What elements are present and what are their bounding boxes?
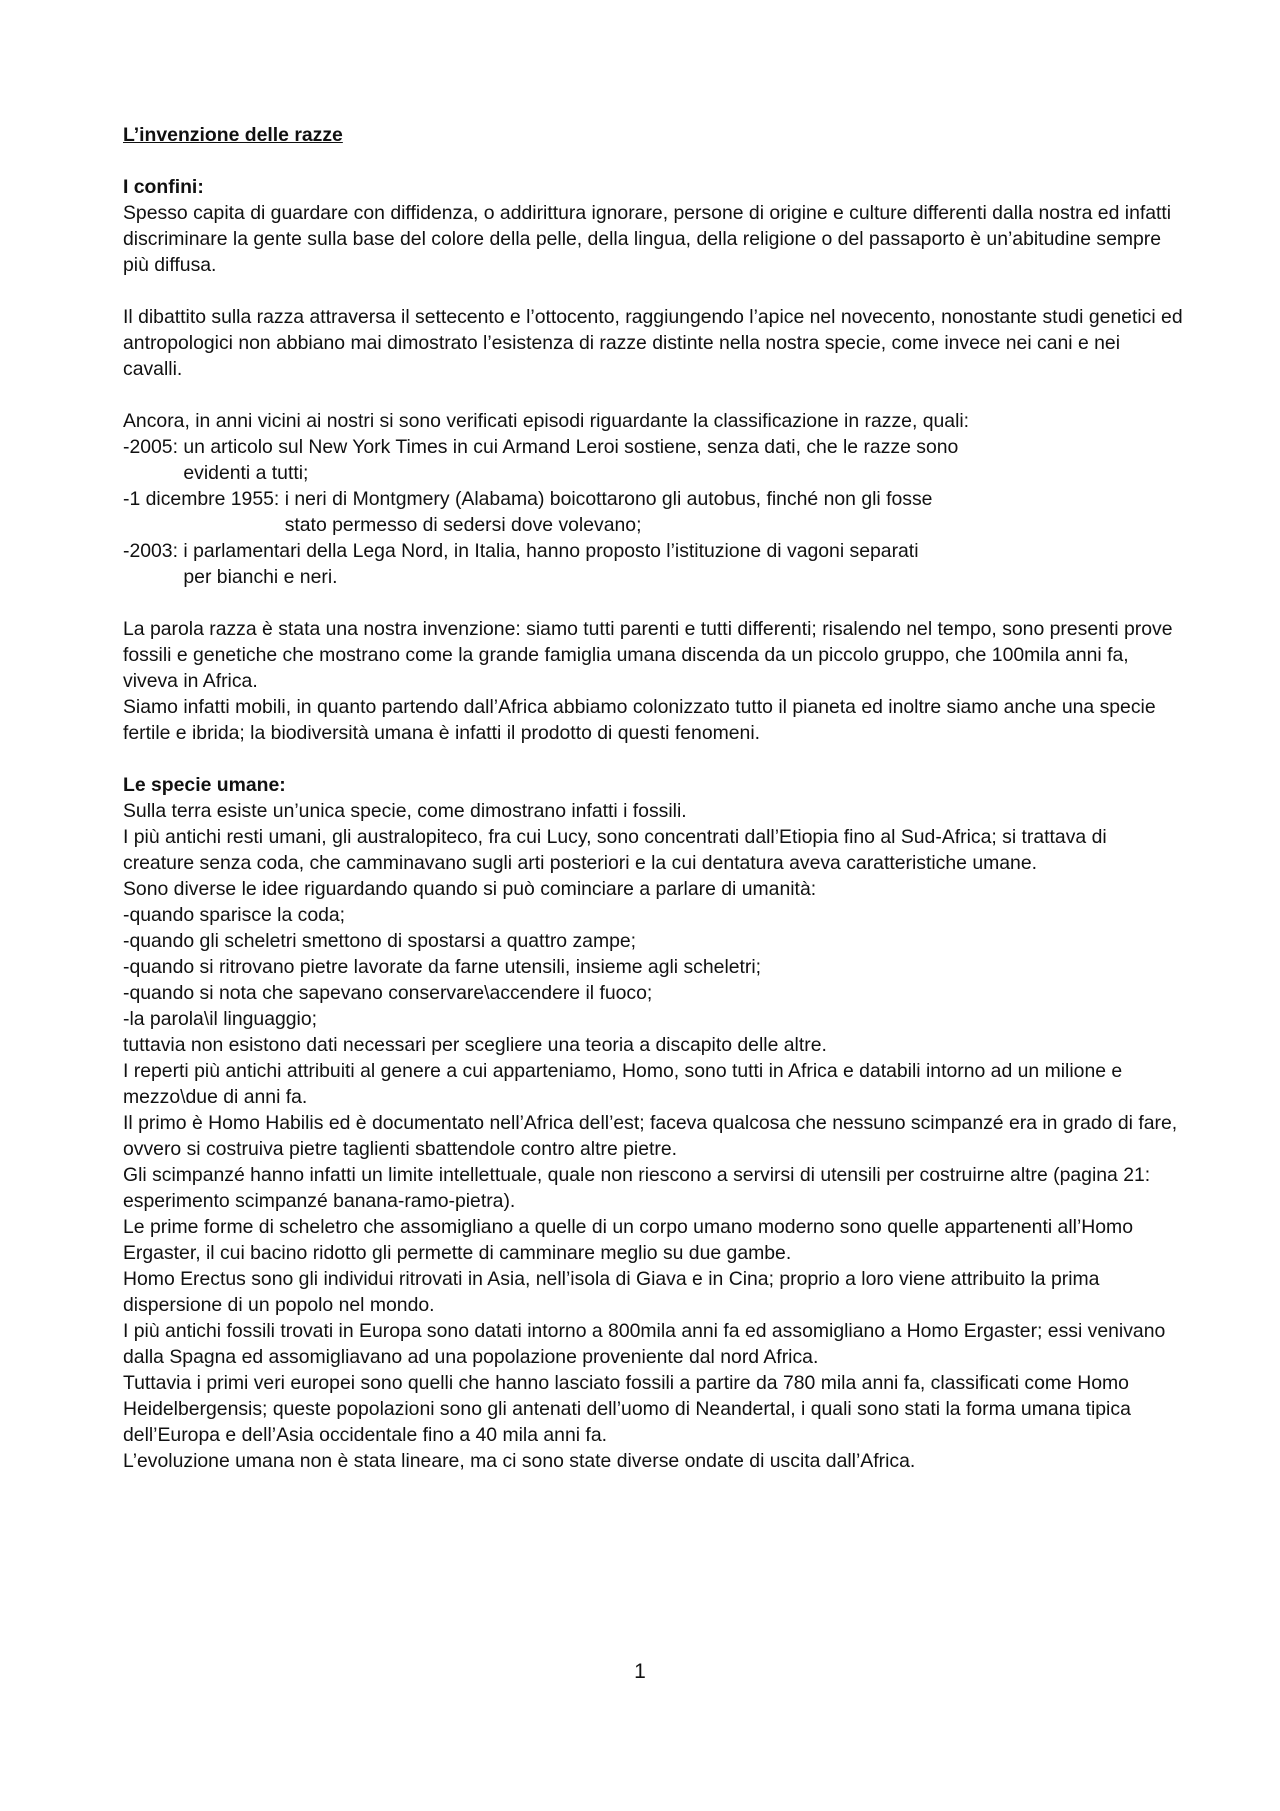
document-body bbox=[123, 122, 1183, 1474]
event-text: evidenti a tutti; bbox=[183, 462, 309, 484]
paragraph: I più antichi resti umani, gli australopiteco, fra cui Lucy, sono concentrati dall’Etiopia fino al Sud-Africa; si trattava di creature senza coda, che camminavano sugli arti posteriori e la cui dentatura aveva caratteristiche umane. bbox=[123, 826, 1107, 874]
list-item: -quando si ritrovano pietre lavorate da farne utensili, insieme agli scheletri; bbox=[123, 956, 762, 978]
paragraph: tuttavia non esistono dati necessari per scegliere una teoria a discapito delle altre. bbox=[123, 1034, 827, 1056]
document-title: L’invenzione delle razze bbox=[123, 124, 343, 146]
paragraph: Tuttavia i primi veri europei sono quelli che hanno lasciato fossili a partire da 780 mila anni fa, classificati come Homo Heidelbergensis; queste popolazioni sono gli antenati dell’uomo di Neandertal, i quali sono stati la forma umana tipica dell’Europa e dell’Asia occidentale fino a 40 mila anni fa. bbox=[123, 1372, 1131, 1446]
list-item: -quando gli scheletri smettono di spostarsi a quattro zampe; bbox=[123, 930, 637, 952]
list-item: -quando si nota che sapevano conservare\accendere il fuoco; bbox=[123, 982, 653, 1004]
event-date: -1 dicembre 1955: bbox=[123, 488, 285, 510]
paragraph: Homo Erectus sono gli individui ritrovati in Asia, nell’isola di Giava e in Cina; proprio a loro viene attribuito la prima dispersione di un popolo nel mondo. bbox=[123, 1268, 1100, 1316]
list-item bbox=[123, 538, 1183, 590]
event-text: stato permesso di sedersi dove volevano; bbox=[284, 514, 642, 536]
list-item bbox=[123, 434, 1183, 486]
paragraph: Ancora, in anni vicini ai nostri si sono verificati episodi riguardante la classificazione in razze, quali: bbox=[123, 410, 970, 432]
event-date: -2005: bbox=[123, 436, 184, 458]
list-item: -la parola\il linguaggio; bbox=[123, 1008, 318, 1030]
list-item: -quando sparisce la coda; bbox=[123, 904, 346, 926]
paragraph: Sono diverse le idee riguardando quando si può cominciare a parlare di umanità: bbox=[123, 878, 817, 900]
paragraph: I reperti più antichi attribuiti al genere a cui apparteniamo, Homo, sono tutti in Africa e databili intorno ad un milione e mezzo\due di anni fa. bbox=[123, 1060, 1123, 1108]
events-list bbox=[123, 434, 1183, 590]
paragraph: Il dibattito sulla razza attraversa il settecento e l’ottocento, raggiungendo l’apice nel novecento, nonostante studi genetici ed antropologici non abbiano mai dimostrato l’esistenza di razze distinte nella nostra specie, come invece nei cani e nei cavalli. bbox=[123, 306, 1183, 380]
paragraph: I più antichi fossili trovati in Europa sono datati intorno a 800mila anni fa ed assomigliano a Homo Ergaster; essi venivano dalla Spagna ed assomigliavano ad una popolazione proveniente dal nord Africa. bbox=[123, 1320, 1166, 1368]
paragraph: Gli scimpanzé hanno infatti un limite intellettuale, quale non riescono a servirsi di utensili per costruirne altre (pagina 21: esperimento scimpanzé banana-ramo-pietra). bbox=[123, 1164, 1151, 1212]
page-number: 1 bbox=[634, 1660, 646, 1683]
section-heading-specie: Le specie umane: bbox=[123, 774, 286, 796]
paragraph: L’evoluzione umana non è stata lineare, ma ci sono state diverse ondate di uscita dall’Africa. bbox=[123, 1450, 916, 1472]
paragraph: Sulla terra esiste un’unica specie, come dimostrano infatti i fossili. bbox=[123, 800, 687, 822]
event-text: i parlamentari della Lega Nord, in Italia, hanno proposto l’istituzione di vagoni separati bbox=[183, 540, 919, 562]
event-date: -2003: bbox=[123, 540, 184, 562]
section-heading-confini: I confini: bbox=[123, 176, 204, 198]
event-text: per bianchi e neri. bbox=[183, 566, 338, 588]
list-item bbox=[123, 486, 1183, 538]
paragraph: La parola razza è stata una nostra invenzione: siamo tutti parenti e tutti differenti; risalendo nel tempo, sono presenti prove fossili e genetiche che mostrano come la grande famiglia umana discenda da un piccolo gruppo, che 100mila anni fa, viveva in Africa. bbox=[123, 618, 1173, 692]
event-text: un articolo sul New York Times in cui Armand Leroi sostiene, senza dati, che le razze sono bbox=[183, 436, 959, 458]
event-text: i neri di Montgmery (Alabama) boicottarono gli autobus, finché non gli fosse bbox=[284, 488, 933, 510]
paragraph: Il primo è Homo Habilis ed è documentato nell’Africa dell’est; faceva qualcosa che nessuno scimpanzé era in grado di fare, ovvero si costruiva pietre taglienti sbattendole contro altre pietre. bbox=[123, 1112, 1178, 1160]
paragraph: Siamo infatti mobili, in quanto partendo dall’Africa abbiamo colonizzato tutto il pianeta ed inoltre siamo anche una specie fertile e ibrida; la biodiversità umana è infatti il prodotto di questi fenomeni. bbox=[123, 696, 1156, 744]
paragraph: Le prime forme di scheletro che assomigliano a quelle di un corpo umano moderno sono quelle appartenenti all’Homo Ergaster, il cui bacino ridotto gli permette di camminare meglio su due gambe. bbox=[123, 1216, 1133, 1264]
paragraph: Spesso capita di guardare con diffidenza, o addirittura ignorare, persone di origine e culture differenti dalla nostra ed infatti discriminare la gente sulla base del colore della pelle, della lingua, della religione o del passaporto è un’abitudine sempre più diffusa. bbox=[123, 202, 1172, 276]
